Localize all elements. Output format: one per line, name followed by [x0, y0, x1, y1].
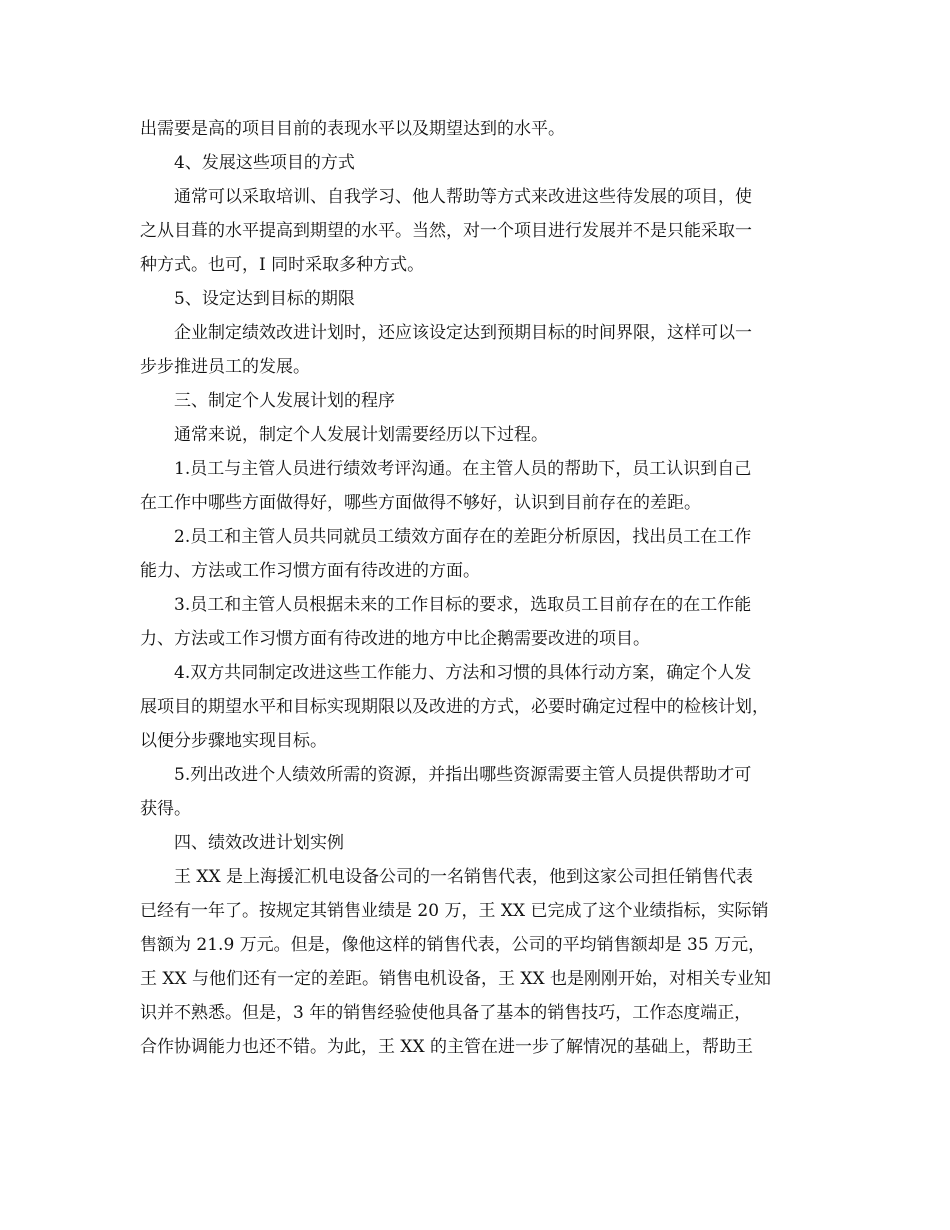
document-body	[140, 112, 820, 1064]
text-line: 2.员工和主管人员共同就员工绩效方面存在的差距分析原因，找出员工在工作	[174, 527, 752, 547]
text-line: 种方式。也可，I 同时采取多种方式。	[140, 255, 425, 275]
text-line: 王 XX 是上海援汇机电设备公司的一名销售代表，他到这家公司担任销售代表	[174, 867, 754, 887]
text-line: 4、发展这些项目的方式	[174, 153, 355, 173]
text-line: 售额为 21.9 万元。但是，像他这样的销售代表，公司的平均销售额却是 35 万元，	[140, 935, 766, 955]
text-line: 4.双方共同制定改进这些工作能力、方法和习惯的具体行动方案，确定个人发	[174, 663, 752, 683]
text-line: 之从目葺的水平提高到期望的水平。当然，对一个项目进行发展并不是只能采取一	[140, 221, 752, 241]
text-line: 合作协调能力也还不错。为此，王 XX 的主管在进一步了解情况的基础上，帮助王	[140, 1037, 754, 1057]
text-line: 1.员工与主管人员进行绩效考评沟通。在主管人员的帮助下，员工认识到自己	[174, 459, 752, 479]
text-line: 获得。	[140, 799, 191, 819]
text-line: 四、绩效改进计划实例	[174, 833, 344, 853]
text-line: 5、设定达到目标的期限	[174, 289, 355, 309]
text-line: 以便分步骤地实现目标。	[140, 731, 327, 751]
text-line: 在工作中哪些方面做得好，哪些方面做得不够好，认识到目前存在的差距。	[140, 493, 701, 513]
text-line: 已经有一年了。按规定其销售业绩是 20 万，王 XX 已完成了这个业绩指标，实际销	[140, 901, 769, 921]
text-line: 3.员工和主管人员根据未来的工作目标的要求，选取员工目前存在的在工作能	[174, 595, 752, 615]
text-line: 识并不熟悉。但是，3 年的销售经验使他具备了基本的销售技巧，工作态度端正，	[140, 1003, 752, 1023]
text-line: 5.列出改进个人绩效所需的资源，并指出哪些资源需要主管人员提供帮助才可	[174, 765, 752, 785]
text-line: 出需要是高的项目目前的表现水平以及期望达到的水平。	[140, 119, 565, 139]
text-line: 企业制定绩效改进计划时，还应该设定达到预期目标的时间界限，这样可以一	[174, 323, 752, 343]
text-line: 三、制定个人发展计划的程序	[174, 391, 395, 411]
text-line: 王 XX 与他们还有一定的差距。销售电机设备，王 XX 也是刚刚开始，对相关专业知	[140, 969, 772, 989]
text-line: 力、方法或工作习惯方面有待改进的地方中比企鹅需要改进的项目。	[140, 629, 650, 649]
text-line: 通常来说，制定个人发展计划需要经历以下过程。	[174, 425, 548, 445]
text-line: 步步推进员工的发展。	[140, 357, 310, 377]
text-line: 展项目的期望水平和目标实现期限以及改进的方式，必要时确定过程中的检核计划，	[140, 697, 769, 717]
text-line: 能力、方法或工作习惯方面有待改进的方面。	[140, 561, 480, 581]
text-line: 通常可以采取培训、自我学习、他人帮助等方式来改进这些待发展的项目，使	[174, 187, 752, 207]
